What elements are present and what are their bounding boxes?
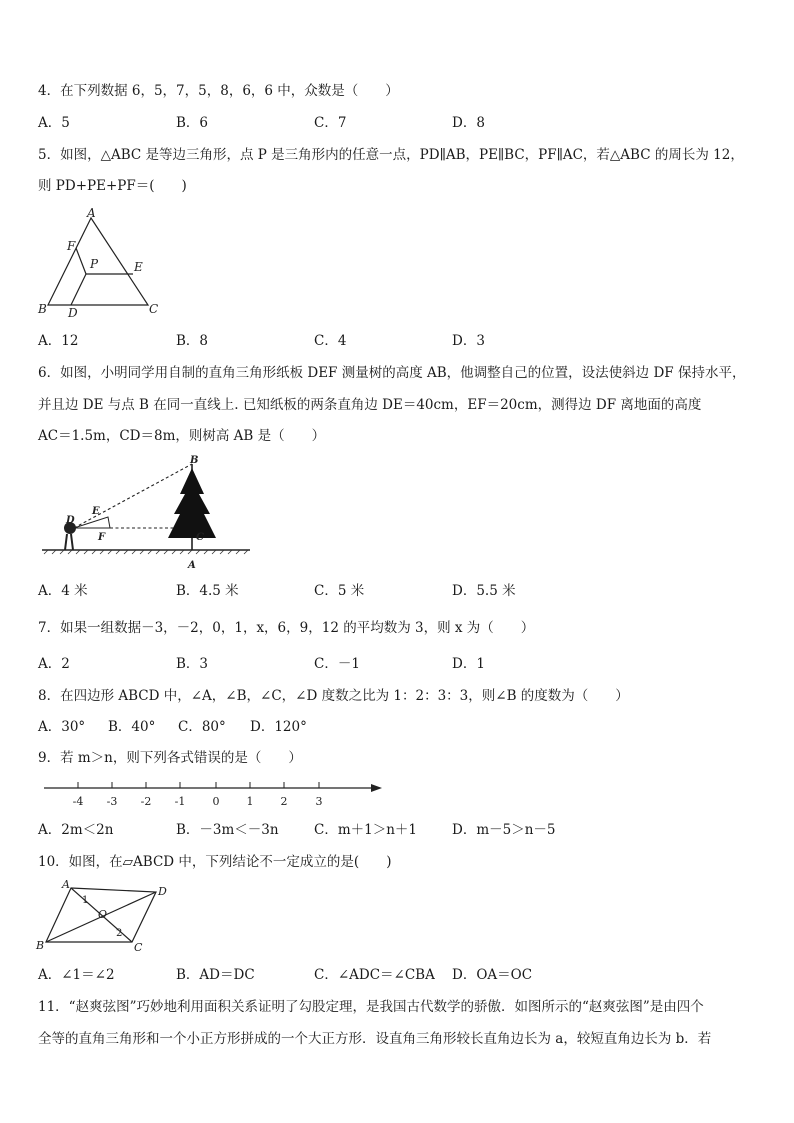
label-c: C bbox=[196, 532, 204, 543]
tick-label: -2 bbox=[140, 795, 152, 808]
label-d: D bbox=[158, 885, 167, 898]
q6-tree-figure bbox=[40, 454, 256, 570]
q9-option-a: A．2m＜2n bbox=[38, 822, 114, 838]
label-p: P bbox=[90, 257, 99, 271]
q4-option-c: C．7 bbox=[314, 115, 347, 131]
q10-option-b: B．AD＝DC bbox=[176, 967, 255, 983]
label-a: A bbox=[87, 206, 96, 220]
q9-option-c: C．m＋1＞n＋1 bbox=[314, 822, 418, 838]
question-7-stem: 7．如果一组数据－3，－2，0，1，x，6，9，12 的平均数为 3，则 x 为（ ） bbox=[38, 620, 535, 636]
label-angle-1: 1 bbox=[82, 895, 89, 906]
q8-option-b: B．40° bbox=[108, 719, 156, 735]
q5-option-d: D．3 bbox=[452, 333, 485, 349]
q8-option-a: A．30° bbox=[38, 719, 86, 735]
label-a: A bbox=[62, 878, 70, 891]
q5-triangle-figure bbox=[36, 204, 166, 320]
question-6-stem-line2: 并且边 DE 与点 B 在同一直线上. 已知纸板的两条直角边 DE＝40cm，EF＝20cm，测得边 DF 离地面的高度 bbox=[38, 397, 702, 413]
label-f: F bbox=[98, 532, 106, 543]
question-5-stem-line1: 5．如图，△ABC 是等边三角形，点 P 是三角形内的任意一点，PD∥AB，PE∥BC，PF∥AC，若△ABC 的周长为 12， bbox=[38, 147, 744, 163]
tick-label: -3 bbox=[106, 795, 118, 808]
q9-option-d: D．m－5＞n－5 bbox=[452, 822, 556, 838]
label-o: O bbox=[98, 908, 108, 921]
tick-label: 0 bbox=[212, 795, 220, 808]
q7-option-b: B．3 bbox=[176, 656, 209, 672]
q6-option-d: D．5.5 米 bbox=[452, 583, 516, 599]
question-10-stem: 10．如图，在▱ABCD 中，下列结论不一定成立的是( ) bbox=[38, 854, 392, 870]
label-d: D bbox=[68, 306, 78, 320]
label-b: B bbox=[36, 939, 45, 952]
q10-parallelogram-figure bbox=[34, 878, 168, 954]
q6-option-c: C．5 米 bbox=[314, 583, 365, 599]
label-b: B bbox=[190, 455, 199, 466]
q8-option-c: C．80° bbox=[178, 719, 226, 735]
question-11-stem-line1: 11．“赵爽弦图”巧妙地利用面积关系证明了勾股定理，是我国古代数学的骄傲．如图所示的“赵爽弦图”是由四个 bbox=[38, 999, 704, 1015]
label-e: E bbox=[134, 260, 143, 274]
question-6-stem-line3: AC＝1.5m，CD＝8m，则树高 AB 是（ ） bbox=[38, 428, 326, 444]
q4-option-b: B．6 bbox=[176, 115, 209, 131]
q4-option-d: D．8 bbox=[452, 115, 485, 131]
q10-option-a: A．∠1＝∠2 bbox=[38, 967, 115, 983]
q9-number-line bbox=[40, 776, 386, 810]
q5-option-a: A．12 bbox=[38, 333, 79, 349]
question-9-stem: 9．若 m＞n，则下列各式错误的是（ ） bbox=[38, 750, 302, 766]
tick-label: -4 bbox=[72, 795, 84, 808]
q8-option-d: D．120° bbox=[250, 719, 307, 735]
label-b: B bbox=[38, 302, 47, 316]
question-8-stem: 8．在四边形 ABCD 中，∠A，∠B，∠C，∠D 度数之比为 1：2：3：3，则∠B 的度数为（ ） bbox=[38, 688, 629, 704]
q10-option-d: D．OA＝OC bbox=[452, 967, 533, 983]
tick-label: 3 bbox=[315, 795, 323, 808]
label-d: D bbox=[66, 515, 75, 526]
tick-label: 1 bbox=[246, 795, 254, 808]
tick-label: 2 bbox=[280, 795, 288, 808]
q9-option-b: B．－3m＜－3n bbox=[176, 822, 279, 838]
label-f: F bbox=[67, 239, 76, 253]
q5-option-b: B．8 bbox=[176, 333, 209, 349]
q6-option-a: A．4 米 bbox=[38, 583, 88, 599]
q5-option-c: C．4 bbox=[314, 333, 347, 349]
label-a: A bbox=[188, 560, 196, 570]
question-4-stem: 4．在下列数据 6，5，7，5，8，6，6 中，众数是（ ） bbox=[38, 83, 399, 99]
q7-option-c: C．－1 bbox=[314, 656, 360, 672]
label-e: E bbox=[92, 506, 100, 517]
q6-option-b: B．4.5 米 bbox=[176, 583, 239, 599]
label-angle-2: 2 bbox=[116, 928, 123, 939]
question-11-stem-line2: 全等的直角三角形和一个小正方形拼成的一个大正方形．设直角三角形较长直角边长为 a，较短直角边长为 b．若 bbox=[38, 1031, 712, 1047]
label-c: C bbox=[134, 941, 143, 954]
question-6-stem-line1: 6．如图，小明同学用自制的直角三角形纸板 DEF 测量树的高度 AB，他调整自己的位置，设法使斜边 DF 保持水平， bbox=[38, 365, 746, 381]
q10-option-c: C．∠ADC＝∠CBA bbox=[314, 967, 435, 983]
question-5-stem-line2: 则 PD+PE+PF＝( ) bbox=[38, 178, 187, 194]
q4-option-a: A．5 bbox=[38, 115, 70, 131]
q7-option-a: A．2 bbox=[38, 656, 70, 672]
q7-option-d: D．1 bbox=[452, 656, 485, 672]
label-c: C bbox=[149, 302, 159, 316]
tick-label: -1 bbox=[174, 795, 186, 808]
